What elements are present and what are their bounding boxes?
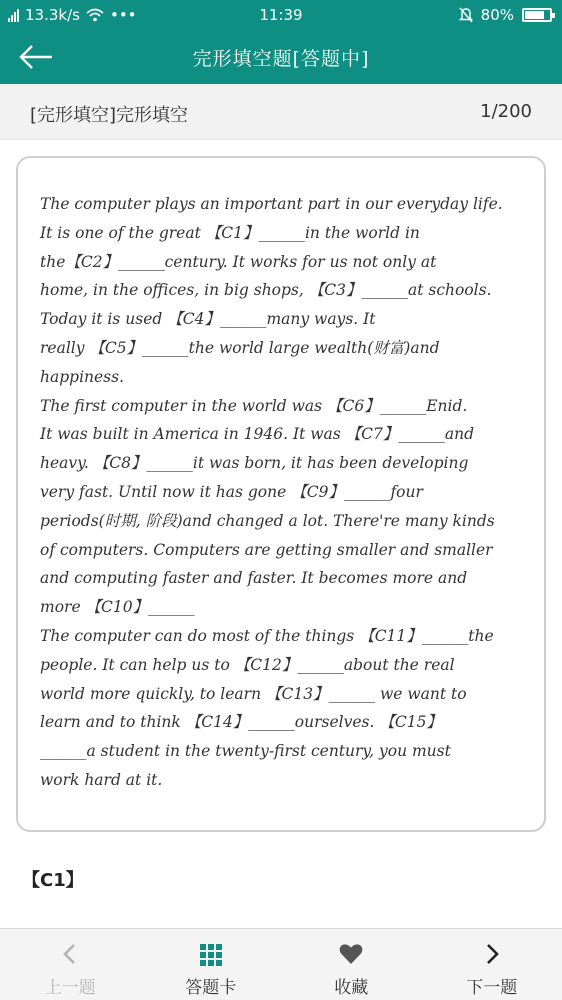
more-dots: ••• (109, 6, 137, 24)
question-progress: 1/200 (480, 101, 532, 122)
next-question-label: 下一题 (466, 978, 518, 998)
answer-card-label: 答题卡 (185, 978, 237, 998)
favorite-label: 收藏 (334, 978, 369, 998)
page-title: 完形填空题[答题中] (192, 48, 370, 70)
prev-question-button[interactable] (0, 929, 141, 1000)
next-question-button[interactable] (422, 929, 562, 1000)
passage-card (16, 156, 546, 832)
battery-percent: 80% (480, 6, 514, 24)
network-speed: 13.3k/s (25, 6, 80, 24)
status-right (459, 6, 552, 24)
answer-card-button[interactable] (141, 929, 282, 1000)
chevron-right-icon (479, 941, 505, 967)
question-header (0, 84, 562, 140)
passage-text: The computer plays an important part in our everyday life. It is one of the great 【C1】______in the world in the【C2】______century. It works for us not only at home, in the offices, in big shops, 【C3】______at schools. Today it is used 【C4】______many ways. It really 【C5】______the world large wealth(财富)and happiness. The first computer in the world was 【C6】______Enid. It was built in America in 1946. It was 【C7】______and heavy. 【C8】______it was born, it has been developing very fast. Until now it has gone 【C9】______four periods(时期, 阶段)and changed a lot. There're many kinds of computers. Computers are getting smaller and smaller and computing faster and faster. It becomes more and more 【C10】______ The computer can do most of the things 【C11】______the people. It can help us to 【C12】______about the real world more quickly, to learn 【C13】______ we want to learn and to think 【C14】______ourselves. 【C15】 ______a student in the twenty-first century, you must work hard at it. (40, 195, 503, 789)
prev-question-label: 上一题 (44, 978, 96, 998)
clock: 11:39 (259, 6, 303, 24)
status-bar (0, 0, 562, 30)
heart-icon (338, 941, 364, 967)
grid-icon (200, 944, 222, 966)
bottom-nav (0, 928, 562, 1000)
chevron-left-icon (57, 941, 83, 967)
favorite-button[interactable] (281, 929, 422, 1000)
current-question-label: 【C1】 (22, 870, 84, 891)
question-type-label: [完形填空]完形填空 (30, 105, 189, 126)
mute-bell-icon (459, 7, 473, 23)
app-bar (0, 30, 562, 84)
battery-icon (522, 8, 552, 22)
